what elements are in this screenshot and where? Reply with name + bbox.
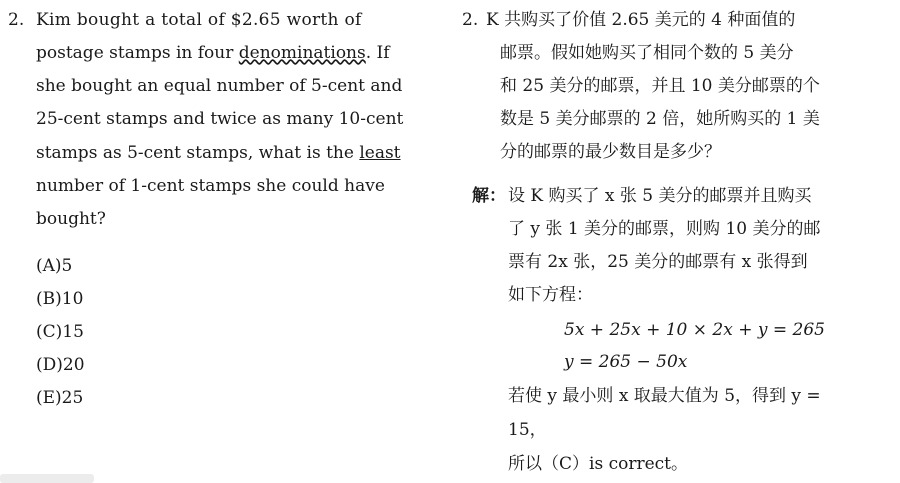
question-line-3: she bought an equal number of 5-cent and	[36, 76, 403, 96]
cn-question-number: 2.	[462, 10, 479, 30]
equation-2: y = 265 − 50x	[564, 352, 688, 372]
question-line-2-text: postage stamps in four	[36, 43, 239, 63]
choice-a: (A)5	[36, 256, 73, 276]
question-line-7: bought?	[36, 209, 106, 229]
choice-b: (B)10	[36, 289, 84, 309]
solution-line-4: 如下方程：	[508, 285, 593, 305]
cn-question-line-3: 和 25 美分的邮票，并且 10 美分邮票的个	[500, 76, 820, 96]
question-line-1: Kim bought a total of $2.65 worth of	[36, 10, 362, 30]
question-line-4: 25-cent stamps and twice as many 10-cent	[36, 109, 404, 129]
least-word: least	[359, 143, 401, 163]
choice-d: (D)20	[36, 355, 85, 375]
question-line-2	[36, 43, 390, 63]
question-line-2-end: . If	[365, 43, 390, 63]
equation-1: 5x + 25x + 10 × 2x + y = 265	[564, 320, 825, 340]
question-number: 2.	[8, 10, 25, 30]
conclusion-line-1: 若使 y 最小则 x 取最大值为 5，得到 y =	[508, 386, 821, 406]
question-line-5	[36, 143, 401, 163]
conclusion-line-2: 15，	[508, 420, 547, 440]
cn-question-line-5: 分的邮票的最少数目是多少？	[500, 142, 721, 162]
choice-e: (E)25	[36, 388, 84, 408]
question-line-6: number of 1-cent stamps she could have	[36, 176, 385, 196]
question-line-5-text: stamps as 5-cent stamps, what is the	[36, 143, 360, 163]
cn-question-line-4: 数是 5 美分邮票的 2 倍，她所购买的 1 美	[500, 109, 820, 129]
denominations-word: denominations	[238, 43, 366, 63]
solution-label: 解：	[472, 186, 506, 206]
solution-line-3: 票有 2x 张，25 美分的邮票有 x 张得到	[508, 252, 808, 272]
solution-line-1: 设 K 购买了 x 张 5 美分的邮票并且购买	[508, 186, 812, 206]
solution-line-2: 了 y 张 1 美分的邮票，则购 10 美分的邮	[508, 219, 821, 239]
conclusion-line-3: 所以（C）is correct。	[508, 454, 688, 474]
cn-question-line-2: 邮票。假如她购买了相同个数的 5 美分	[500, 43, 794, 63]
page-footer-tag	[0, 474, 94, 483]
choice-c: (C)15	[36, 322, 84, 342]
cn-question-line-1: K 共购买了价值 2.65 美元的 4 种面值的	[486, 10, 796, 30]
